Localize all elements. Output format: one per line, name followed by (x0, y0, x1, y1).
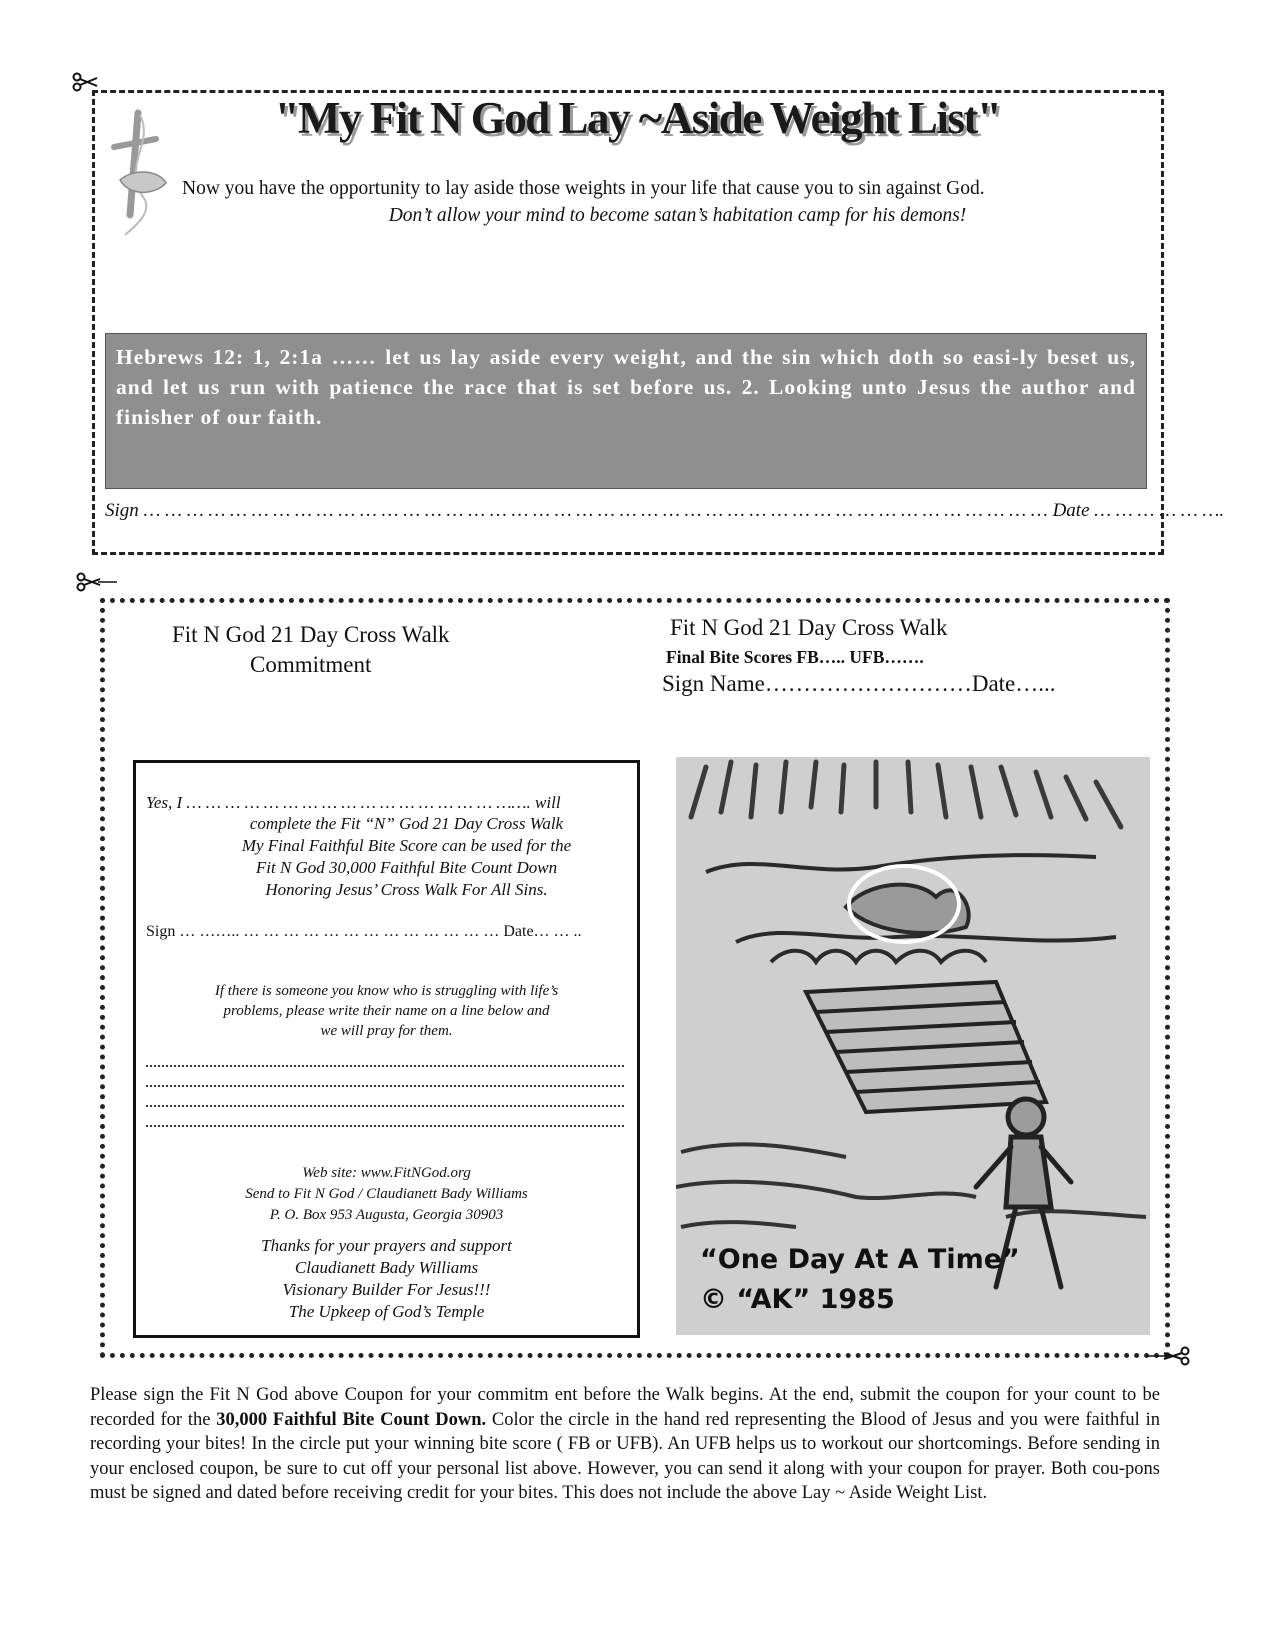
commitment-line: My Final Faithful Bite Score can be used for the (241, 836, 572, 855)
intro-text-italic: Don’t allow your mind to become satan’s habitation camp for his demons! (388, 205, 967, 226)
intro-text: Now you have the opportunity to lay aside those weights in your life that cause you to sin against God. (182, 178, 985, 199)
instructions-text: Please sign the Fit N God above Coupon for your commitm ent before the Walk begins. At the end, submit the coupon for your count to be recorded for the (90, 1385, 1160, 1430)
final-scores-heading: Fit N God 21 Day Cross Walk (670, 615, 948, 640)
contact-info (136, 1163, 637, 1226)
prayer-name-line (146, 1085, 624, 1087)
commitment-line: Honoring Jesus’ Cross Walk For All Sins. (265, 880, 548, 899)
dove-icon (120, 172, 166, 192)
scripture-box: Hebrews 12: 1, 2:1a …… let us lay aside every weight, and the sin which doth so easi-ly beset us, and let us run with patience the race that is set before us. 2. Looking unto Jesus the author and finisher of our faith. (105, 333, 1147, 489)
instructions-text: Color the circle in the hand red representing the Blood of Jesus and you were faithful in recording your bites! In the circle put your winning bite score ( FB or UFB). An UFB helps us to workout our shortcomings. Before sending in your enclosed coupon, be sure to cut off your personal list above. However, you can send it along with your coupon for prayer. Both cou-pons must be signed and dated before receiving credit for your bites. This does not include the above Lay ~ Aside Weight List. (90, 1409, 1160, 1503)
prayer-request-note (136, 981, 637, 1041)
cross-walk-illustration (676, 757, 1150, 1335)
prayer-note-line: problems, please write their name on a line below and (223, 1003, 550, 1019)
illustration-caption: “One Day At A Time” (700, 1244, 1020, 1275)
scissors-icon (1146, 1346, 1190, 1366)
commitment-line: complete the Fit “N” God 21 Day Cross Walk (249, 814, 564, 833)
website-line: Web site: www.FitNGod.org (302, 1165, 471, 1181)
thanks-line: Thanks for your prayers and support (261, 1236, 512, 1255)
signer-title: Visionary Builder For Jesus!!! (282, 1280, 491, 1299)
commitment-sign-line: Sign … …….. … … … … … … … … … … … … … Date… … .. (146, 923, 582, 940)
commitment-heading-sub: Commitment (250, 652, 372, 677)
address-line: P. O. Box 953 Augusta, Georgia 30903 (269, 1207, 504, 1223)
yes-line: Yes, I … … … … … … … … … … … … … … … … ……. will (146, 793, 561, 812)
thanks-signature (136, 1235, 637, 1323)
prayer-name-line (146, 1125, 624, 1127)
prayer-name-line (146, 1065, 624, 1067)
prayer-name-line (146, 1105, 624, 1107)
mail-to-line: Send to Fit N God / Claudianett Bady Williams (245, 1186, 528, 1202)
sign-date-line: Sign … … … … … … … … … … … … … … … … … … … … … … … … … … … … … … … … … … … … … … … … … … Date … … … … … …. (105, 500, 1225, 521)
scissors-icon (76, 572, 118, 592)
commitment-text (136, 813, 637, 901)
instructions-paragraph (90, 1383, 1160, 1506)
page-title: "My Fit N God Lay ~Aside Weight List" (274, 93, 1001, 143)
prayer-note-line: we will pray for them. (320, 1023, 453, 1039)
commitment-heading: Fit N God 21 Day Cross Walk (172, 622, 450, 647)
final-bite-scores: Final Bite Scores FB….. UFB……. (666, 647, 924, 667)
commitment-line: Fit N God 30,000 Faithful Bite Count Down (255, 858, 558, 877)
commitment-form (133, 760, 640, 1338)
scissors-icon (72, 72, 98, 92)
signer-name: Claudianett Bady Williams (294, 1258, 479, 1277)
prayer-note-line: If there is someone you know who is struggling with life’s (214, 983, 559, 999)
illustration-copyright: © “AK” 1985 (700, 1284, 895, 1315)
sign-name-date: Sign Name………………………Date…... (662, 671, 1056, 696)
signer-tagline: The Upkeep of God’s Temple (288, 1302, 485, 1321)
instructions-emphasis: 30,000 Faithful Bite Count Down. (216, 1409, 487, 1430)
